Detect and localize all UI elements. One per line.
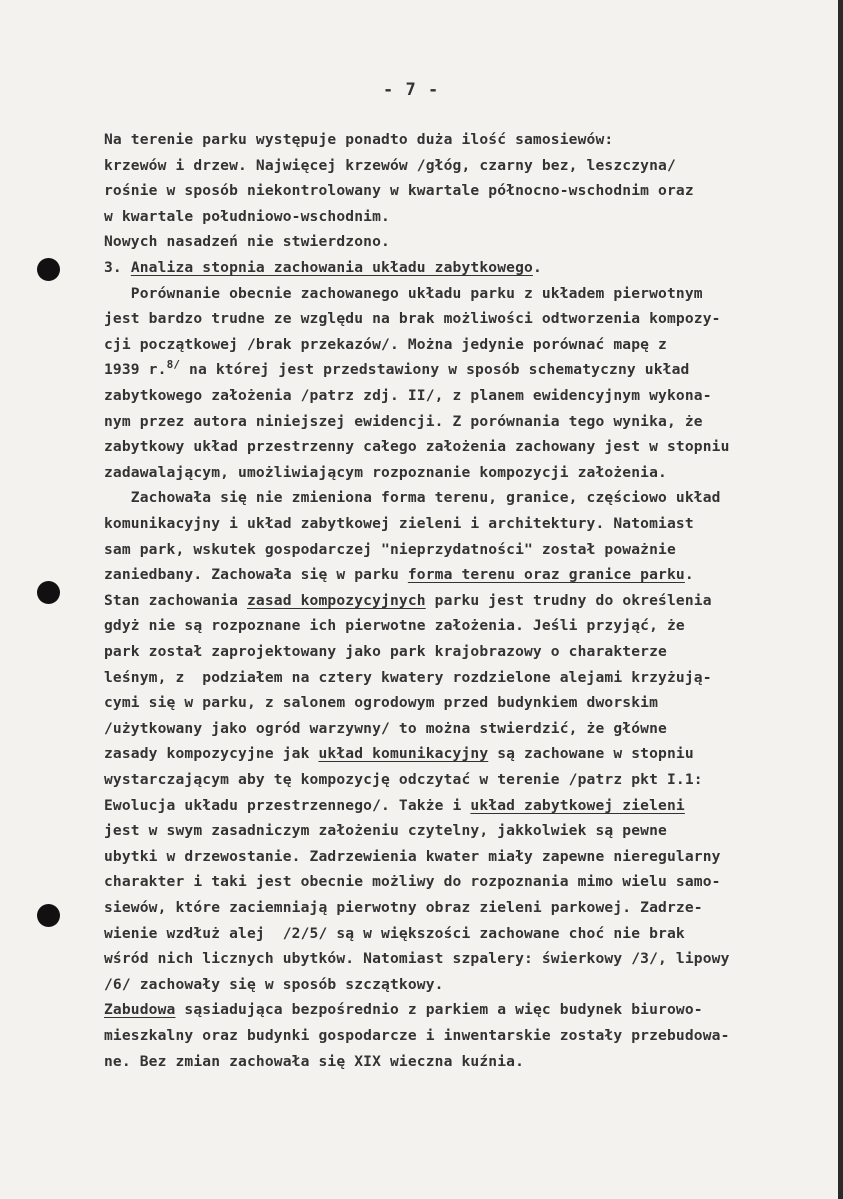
text-segment: w kwartale południowo-wschodnim. bbox=[104, 207, 390, 225]
text-line bbox=[104, 157, 676, 175]
text-line bbox=[104, 822, 667, 840]
text-line bbox=[104, 848, 721, 866]
text-segment: komunikacyjny i układ zabytkowej zieleni i architektury. Natomiast bbox=[104, 515, 694, 532]
text-segment: leśnym, z podziałem na cztery kwatery rozdzielone alejami krzyżują- bbox=[104, 668, 712, 686]
text-segment: zaniedbany. Zachowała się w parku bbox=[104, 566, 408, 584]
text-line bbox=[104, 566, 694, 584]
text-segment: Stan zachowania bbox=[104, 591, 247, 609]
text-segment: są zachowane w stopniu bbox=[488, 745, 694, 763]
text-line bbox=[104, 873, 721, 891]
text-line bbox=[104, 1053, 524, 1071]
text-line bbox=[104, 694, 658, 712]
punch-hole bbox=[37, 581, 60, 604]
text-line bbox=[104, 310, 721, 328]
text-segment: charakter i taki jest obecnie możliwy do rozpoznania mimo wielu samo- bbox=[104, 873, 721, 891]
text-segment: wienie wzdłuż alej /2/5/ są w większości zachowane choć nie brak bbox=[104, 924, 685, 942]
text-segment: jest w swym zasadniczym założeniu czytelny, jakkolwiek są pewne bbox=[104, 822, 667, 840]
page-edge bbox=[838, 0, 843, 1199]
text-line bbox=[104, 669, 712, 687]
text-segment: krzewów i drzew. Najwięcej krzewów /głóg, czarny bez, leszczyna/ bbox=[104, 156, 676, 174]
text-line bbox=[104, 336, 667, 354]
text-line bbox=[104, 643, 667, 661]
text-line bbox=[104, 541, 676, 559]
text-line bbox=[104, 182, 694, 200]
text-segment: parku jest trudny do określenia bbox=[425, 591, 712, 609]
text-line bbox=[104, 745, 694, 763]
text-line bbox=[104, 1001, 703, 1019]
text-segment: zabytkowego założenia /patrz zdj. II/, z planem ewidencyjnym wykona- bbox=[104, 387, 712, 404]
underlined-phrase: Analiza stopnia zachowania układu zabytkowego bbox=[130, 259, 533, 276]
text-segment: zasady kompozycyjne jak bbox=[104, 745, 319, 763]
text-line bbox=[104, 438, 730, 456]
page-number: - 7 - bbox=[383, 80, 440, 100]
text-segment: gdyż nie są rozpoznane ich pierwotne założenia. Jeśli przyjąć, że bbox=[104, 617, 685, 635]
underlined-phrase: zasad kompozycyjnych bbox=[246, 591, 426, 609]
text-line bbox=[104, 617, 685, 635]
footnote-marker: 8/ bbox=[166, 358, 181, 372]
text-line bbox=[104, 1027, 730, 1045]
text-segment: zabytkowy układ przestrzenny całego założenia zachowany jest w stopniu bbox=[104, 438, 730, 456]
text-line bbox=[104, 771, 703, 789]
underlined-phrase: układ komunikacyjny bbox=[318, 745, 489, 763]
text-segment: wśród nich licznych ubytków. Natomiast szpalery: świerkowy /3/, lipowy bbox=[104, 950, 730, 968]
text-segment: ne. Bez zmian zachowała się XIX wieczna kuźnia. bbox=[104, 1052, 525, 1070]
text-segment: Na terenie parku występuje ponadto duża ilość samosiewów: bbox=[104, 131, 614, 148]
text-segment: cji początkowej /brak przekazów/. Można jedynie porównać mapę z bbox=[104, 335, 667, 353]
text-segment: sam park, wskutek gospodarczej "nieprzydatności" został poważnie bbox=[104, 540, 676, 558]
text-line bbox=[104, 592, 712, 610]
text-line bbox=[104, 720, 667, 738]
text-segment: 3. bbox=[104, 259, 131, 276]
text-line bbox=[104, 413, 703, 431]
punch-hole bbox=[37, 904, 60, 927]
text-line bbox=[104, 515, 694, 533]
text-segment: Zachowała się nie zmieniona forma terenu, granice, częściowo układ bbox=[104, 489, 721, 507]
underlined-phrase: forma terenu oraz granice parku bbox=[407, 566, 685, 584]
text-segment: /6/ zachowały się w sposób szczątkowy. bbox=[104, 975, 444, 993]
text-segment: na której jest przedstawiony w sposób schematyczny układ bbox=[180, 361, 690, 379]
text-segment: mieszkalny oraz budynki gospodarcze i inwentarskie zostały przebudowa- bbox=[104, 1027, 730, 1044]
text-segment: zadawalającym, umożliwiającym rozpoznanie kompozycji założenia. bbox=[104, 463, 667, 481]
text-line bbox=[104, 976, 444, 994]
text-line bbox=[104, 208, 390, 226]
underlined-phrase: Zabudowa bbox=[104, 1001, 176, 1019]
text-line bbox=[104, 925, 685, 943]
text-line bbox=[104, 797, 685, 815]
text-segment: ubytki w drzewostanie. Zadrzewienia kwater miały zapewne nieregularny bbox=[104, 847, 721, 865]
text-segment: 1939 r. bbox=[104, 361, 167, 379]
text-line bbox=[104, 358, 690, 379]
text-line bbox=[104, 387, 712, 405]
text-segment: Ewolucja układu przestrzennego/. Także i bbox=[104, 796, 471, 814]
text-segment: cymi się w parku, z salonem ogrodowym przed budynkiem dworskim bbox=[104, 694, 659, 712]
text-segment: /użytkowany jako ogród warzywny/ to można stwierdzić, że główne bbox=[104, 719, 667, 737]
text-line bbox=[104, 233, 390, 251]
text-segment: Nowych nasadzeń nie stwierdzono. bbox=[104, 233, 390, 251]
text-line bbox=[104, 259, 542, 277]
text-line bbox=[104, 131, 613, 149]
text-segment: Porównanie obecnie zachowanego układu parku z układem pierwotnym bbox=[104, 284, 703, 302]
punch-hole bbox=[37, 258, 60, 281]
text-segment: . bbox=[684, 566, 694, 584]
text-segment: jest bardzo trudne ze względu na brak możliwości odtworzenia kompozy- bbox=[104, 310, 721, 328]
underlined-phrase: układ zabytkowej zieleni bbox=[470, 796, 685, 814]
text-segment: siewów, które zaciemniają pierwotny obraz zieleni parkowej. Zadrze- bbox=[104, 899, 703, 916]
text-segment: park został zaprojektowany jako park krajobrazowy o charakterze bbox=[104, 643, 667, 660]
text-line bbox=[104, 285, 703, 303]
text-line bbox=[104, 899, 703, 917]
text-line bbox=[104, 489, 721, 507]
text-segment: nym przez autora niniejszej ewidencji. Z porównania tego wynika, że bbox=[104, 412, 703, 430]
text-line bbox=[104, 950, 730, 968]
text-segment: rośnie w sposób niekontrolowany w kwartale północno-wschodnim oraz bbox=[104, 182, 694, 200]
text-segment: wystarczającym aby tę kompozycję odczytać w terenie /patrz pkt I.1: bbox=[104, 771, 703, 788]
text-segment: . bbox=[532, 259, 542, 276]
text-line bbox=[104, 464, 667, 482]
text-segment: sąsiadująca bezpośrednio z parkiem a więc budynek biurowo- bbox=[175, 1001, 703, 1019]
